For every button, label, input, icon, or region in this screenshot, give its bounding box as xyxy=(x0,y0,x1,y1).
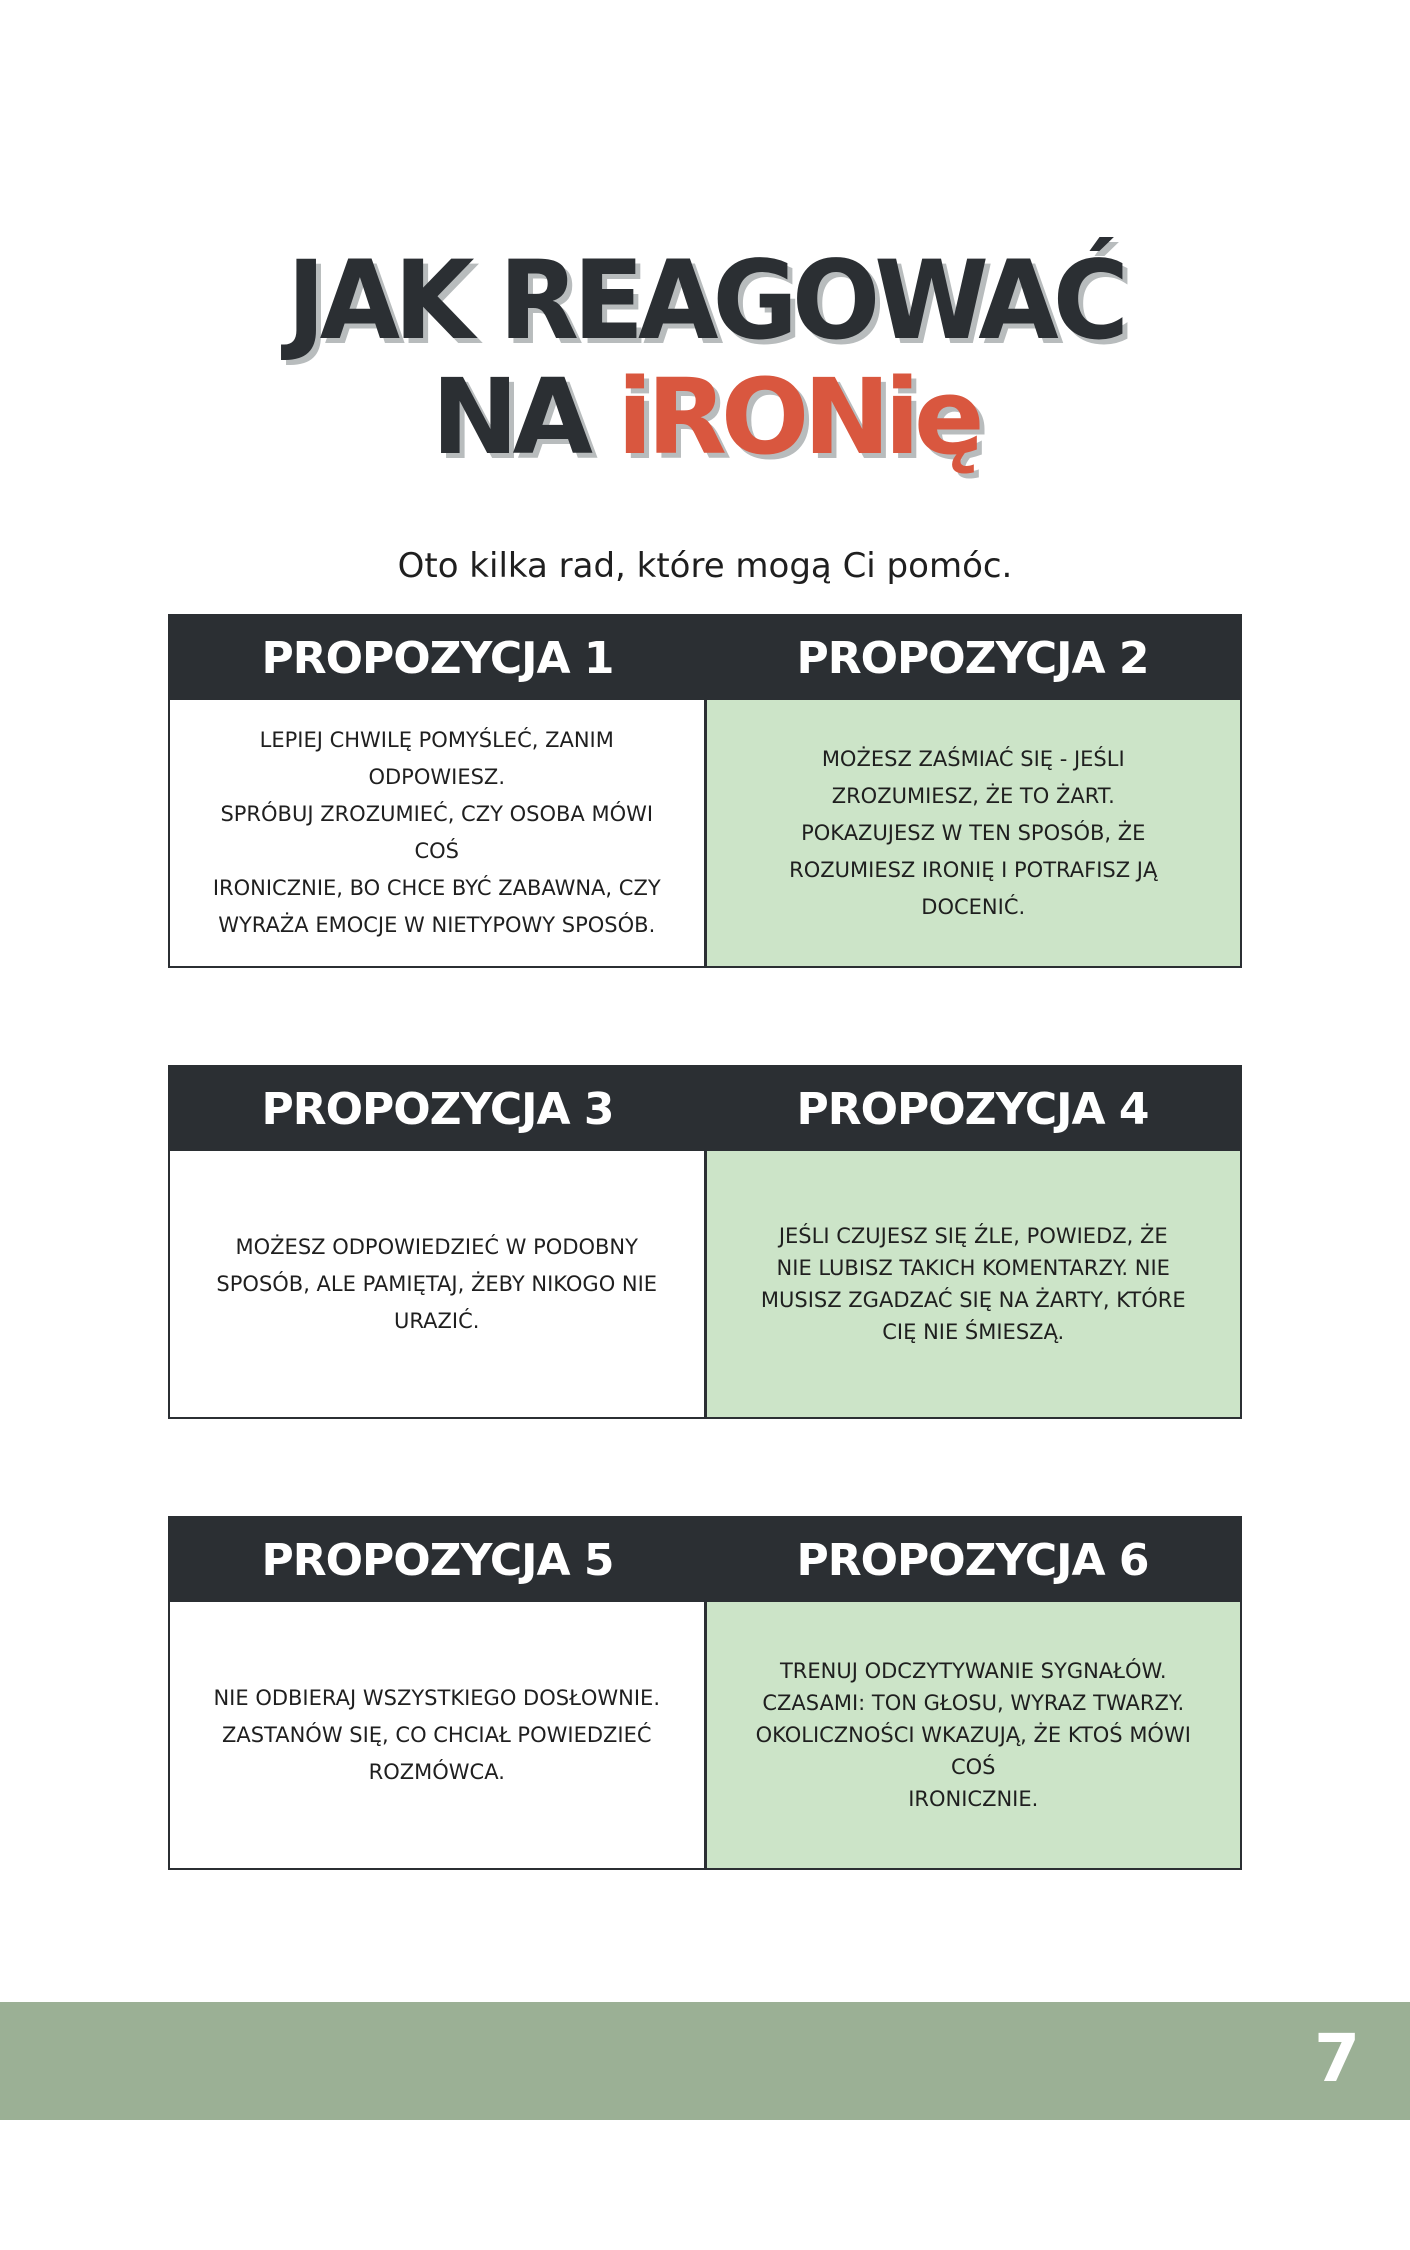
proposal-6-heading: PROPOZYCJA 6 xyxy=(796,1534,1149,1586)
text-line: IRONICZNIE, BO CHCE BYĆ ZABAWNA, CZY xyxy=(212,876,661,900)
proposal-2-text xyxy=(707,700,1241,966)
proposal-4-heading: PROPOZYCJA 4 xyxy=(796,1083,1149,1135)
text-line: NIE LUBISZ TAKICH KOMENTARZY. NIE xyxy=(776,1256,1170,1280)
proposal-header-row xyxy=(170,616,1240,700)
proposal-6-text xyxy=(707,1602,1241,1868)
proposal-5-heading: PROPOZYCJA 5 xyxy=(261,1534,614,1586)
proposal-4-text xyxy=(707,1151,1241,1417)
text-line: ZASTANÓW SIĘ, CO CHCIAŁ POWIEDZIEĆ xyxy=(221,1722,652,1747)
text-line: WYRAŻA EMOCJE W NIETYPOWY SPOSÓB. xyxy=(218,913,656,937)
proposal-3-heading: PROPOZYCJA 3 xyxy=(261,1083,614,1135)
proposal-body-row xyxy=(170,1602,1240,1868)
proposal-grid-3 xyxy=(168,1516,1242,1870)
proposal-body-row xyxy=(170,1151,1240,1417)
text-line: MUSISZ ZGADZAĆ SIĘ NA ŻARTY, KTÓRE xyxy=(760,1288,1186,1312)
proposal-header-row xyxy=(170,1067,1240,1151)
proposal-5-text xyxy=(170,1602,707,1868)
text-line: ROZMÓWCA. xyxy=(368,1759,505,1784)
text-line: CIĘ NIE ŚMIESZĄ. xyxy=(882,1320,1065,1344)
page-number: 7 xyxy=(1314,2020,1360,2097)
text-line: JEŚLI CZUJESZ SIĘ ŹLE, POWIEDZ, ŻE xyxy=(778,1224,1168,1248)
proposal-body-row xyxy=(170,700,1240,966)
text-line: ZROZUMIESZ, ŻE TO ŻART. xyxy=(831,783,1115,808)
text-line: LEPIEJ CHWILĘ POMYŚLEĆ, ZANIM ODPOWIESZ. xyxy=(259,728,614,789)
text-line: URAZIĆ. xyxy=(394,1308,480,1333)
text-line: TRENUJ ODCZYTYWANIE SYGNAŁÓW. xyxy=(779,1659,1167,1683)
proposal-2-heading: PROPOZYCJA 2 xyxy=(796,632,1149,684)
text-line: SPRÓBUJ ZROZUMIEĆ, CZY OSOBA MÓWI COŚ xyxy=(220,802,654,863)
text-line: NIE ODBIERAJ WSZYSTKIEGO DOSŁOWNIE. xyxy=(213,1685,661,1710)
text-line: MOŻESZ ODPOWIEDZIEĆ W PODOBNY xyxy=(235,1234,638,1259)
page-subtitle: Oto kilka rad, które mogą Ci pomóc. xyxy=(397,546,1013,586)
text-line: OKOLICZNOŚCI WKAZUJĄ, ŻE KTOŚ MÓWI COŚ xyxy=(755,1723,1191,1779)
text-line: MOŻESZ ZAŚMIAĆ SIĘ - JEŚLI xyxy=(821,746,1125,771)
text-line: ROZUMIESZ IRONIĘ I POTRAFISZ JĄ xyxy=(789,857,1158,882)
proposal-3-text xyxy=(170,1151,707,1417)
proposal-header-row xyxy=(170,1518,1240,1602)
text-line: SPOSÓB, ALE PAMIĘTAJ, ŻEBY NIKOGO NIE xyxy=(216,1271,658,1296)
text-line: IRONICZNIE. xyxy=(908,1787,1039,1811)
page-footer-band xyxy=(0,2002,1410,2120)
title-prefix: NA xyxy=(431,356,618,478)
page-title-line-2 xyxy=(0,356,1410,478)
page-title-line-1: JAK REAGOWAĆ xyxy=(286,235,1124,365)
proposal-grid-1 xyxy=(168,614,1242,968)
proposal-grid-2 xyxy=(168,1065,1242,1419)
title-accent-word: iRONię xyxy=(617,356,979,478)
text-line: POKAZUJESZ W TEN SPOSÓB, ŻE xyxy=(801,820,1146,845)
text-line: CZASAMI: TON GŁOSU, WYRAZ TWARZY. xyxy=(762,1691,1185,1715)
text-line: DOCENIĆ. xyxy=(921,894,1026,919)
proposal-1-heading: PROPOZYCJA 1 xyxy=(261,632,614,684)
proposal-1-text xyxy=(170,700,707,966)
